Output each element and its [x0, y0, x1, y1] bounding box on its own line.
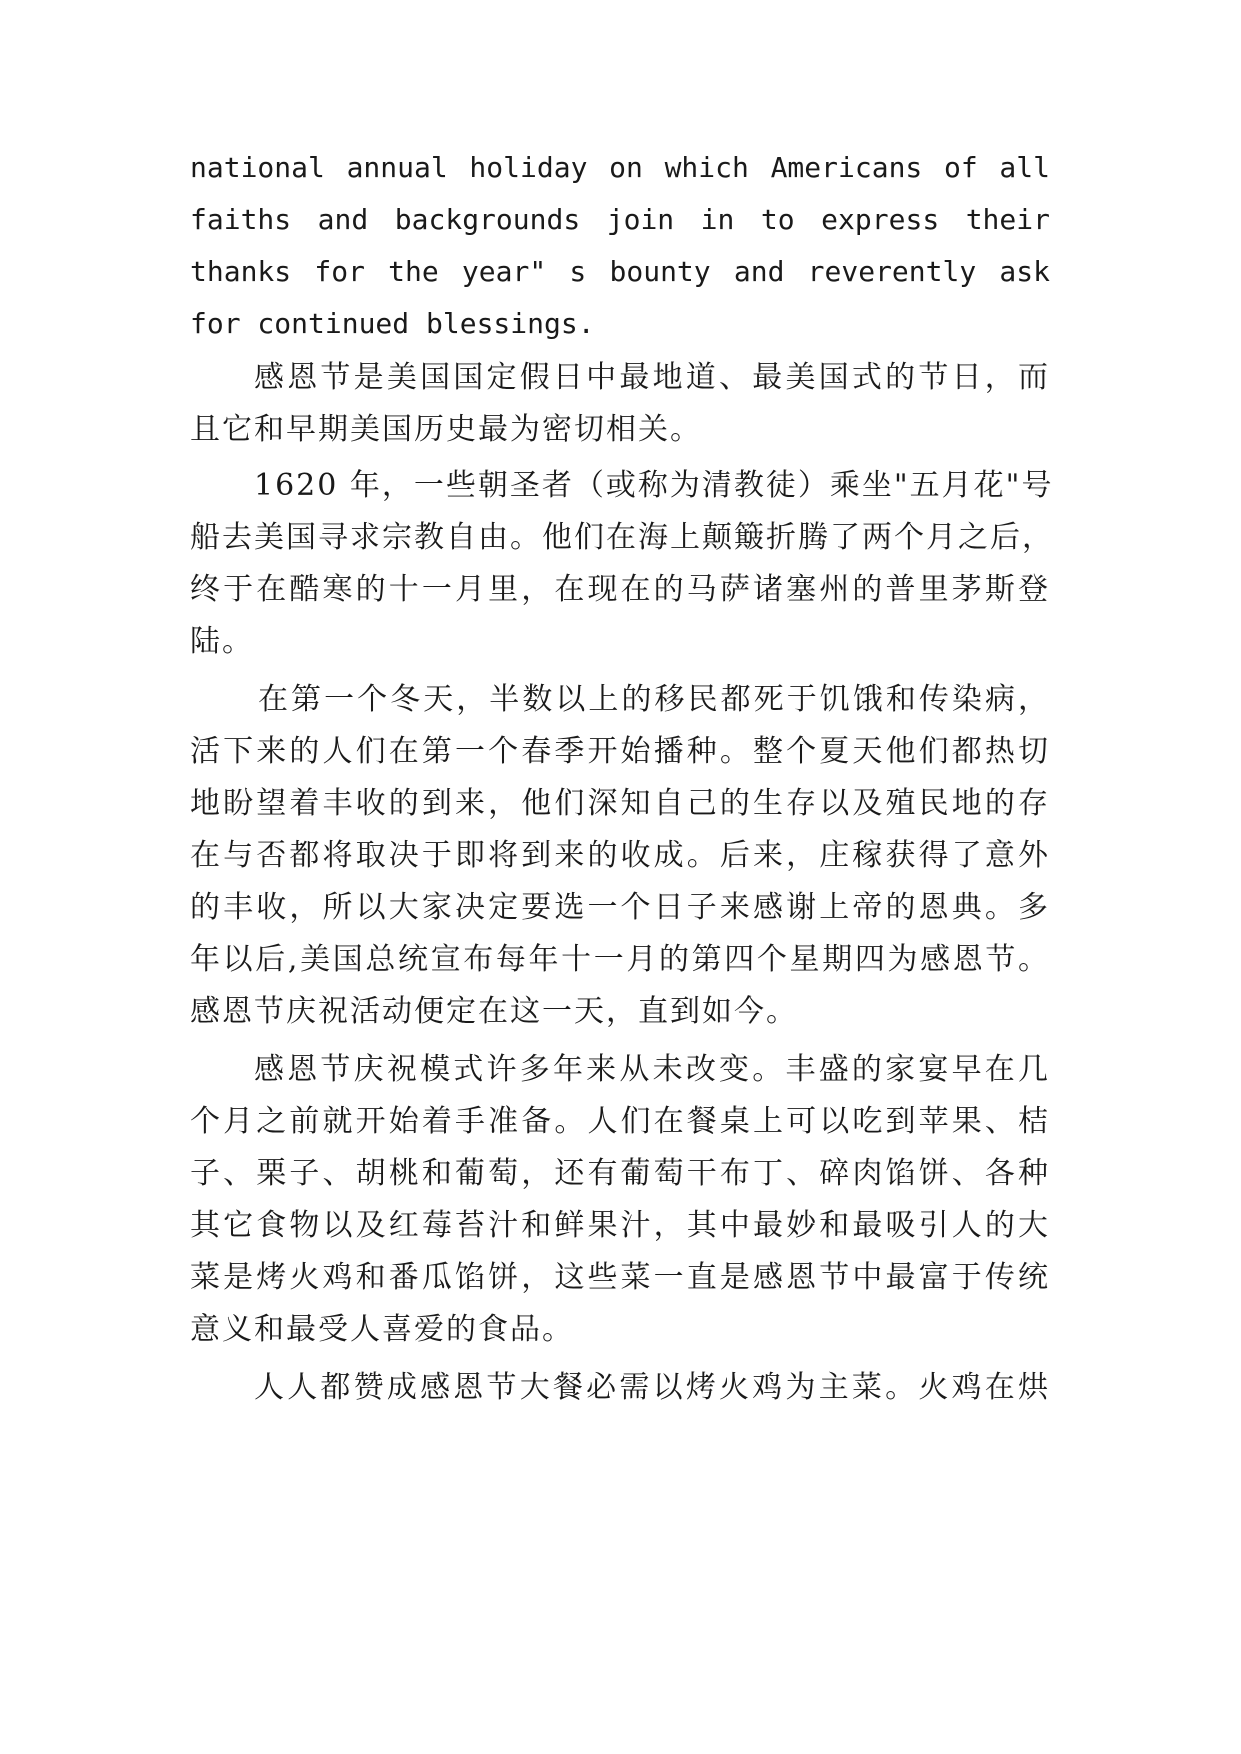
paragraph-0-line-1: faiths and backgrounds join in to express their [190, 203, 1050, 236]
paragraph-4-line-3: 其它食物以及红莓苔汁和鲜果汁，其中最妙和最吸引人的大 [190, 1208, 1050, 1243]
paragraph-3-line-5: 年以后,美国总统宣布每年十一月的第四个星期四为感恩节。 [190, 942, 1050, 977]
paragraph-3-line-3: 在与否都将取决于即将到来的收成。后来，庄稼获得了意外 [190, 838, 1050, 873]
paragraph-0-line-0: national annual holiday on which Americans of all [190, 151, 1050, 184]
paragraph-1-line-0: 感恩节是美国国定假日中最地道、最美国式的节日，而 [254, 360, 1050, 395]
paragraph-4-line-1: 个月之前就开始着手准备。人们在餐桌上可以吃到苹果、桔 [190, 1104, 1050, 1139]
paragraph-3-line-6: 感恩节庆祝活动便定在这一天，直到如今。 [190, 994, 798, 1029]
paragraph-0-line-2: thanks for the year" s bounty and reverently ask [190, 255, 1050, 288]
paragraph-2-line-3: 陆。 [190, 624, 254, 659]
paragraph-4-line-5: 意义和最受人喜爱的食品。 [190, 1312, 574, 1347]
paragraph-2-line-1: 船去美国寻求宗教自由。他们在海上颠簸折腾了两个月之后， [190, 520, 1054, 555]
paragraph-3-line-0: 在第一个冬天，半数以上的移民都死于饥饿和传染病， [258, 682, 1050, 717]
paragraph-1-line-1: 且它和早期美国历史最为密切相关。 [190, 412, 702, 447]
paragraph-4-line-4: 菜是烤火鸡和番瓜馅饼，这些菜一直是感恩节中最富于传统 [190, 1260, 1050, 1295]
paragraph-2-line-2: 终于在酷寒的十一月里，在现在的马萨诸塞州的普里茅斯登 [190, 572, 1050, 607]
paragraph-3-line-2: 地盼望着丰收的到来，他们深知自己的生存以及殖民地的存 [190, 786, 1050, 821]
paragraph-2-line-0: 1620 年，一些朝圣者（或称为清教徒）乘坐"五月花"号 [254, 468, 1054, 503]
paragraph-4-line-0: 感恩节庆祝模式许多年来从未改变。丰盛的家宴早在几 [254, 1052, 1050, 1087]
paragraph-4-line-2: 子、栗子、胡桃和葡萄，还有葡萄干布丁、碎肉馅饼、各种 [190, 1156, 1050, 1191]
paragraph-0-line-3: for continued blessings. [190, 307, 595, 340]
paragraph-3-line-4: 的丰收，所以大家决定要选一个日子来感谢上帝的恩典。多 [190, 890, 1050, 925]
paragraph-3-line-1: 活下来的人们在第一个春季开始播种。整个夏天他们都热切 [190, 734, 1050, 769]
paragraph-5-line-0: 人人都赞成感恩节大餐必需以烤火鸡为主菜。火鸡在烘 [254, 1370, 1050, 1405]
